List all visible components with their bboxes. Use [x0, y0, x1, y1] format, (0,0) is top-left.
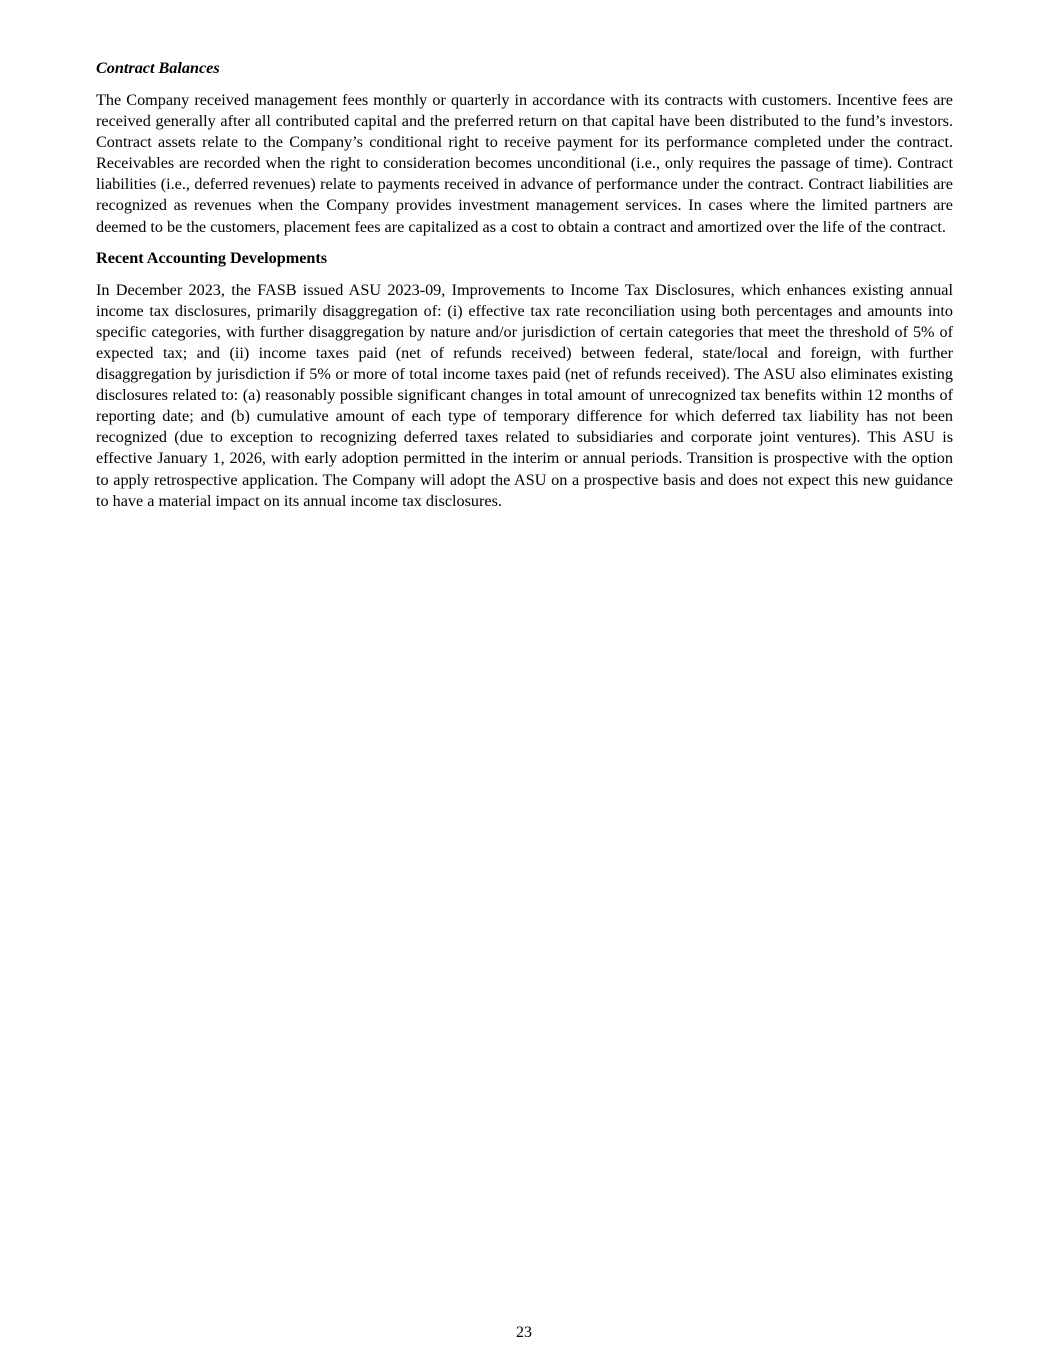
recent-accounting-developments-paragraph: In December 2023, the FASB issued ASU 2023-09, Improvements to Income Tax Disclosures, which enhances existing annual income tax disclosures, primarily disaggregation of: (i) effective tax rate reconciliation using both percentages and amounts into specific categories, with further disaggregation by nature and/or jurisdiction of certain categories that meet the threshold of 5% of expected tax; and (ii) income taxes paid (net of refunds received) between federal, state/local and foreign, with further disaggregation by jurisdiction if 5% or more of total income taxes paid (net of refunds received). The ASU also eliminates existing disclosures related to: (a) reasonably possible significant changes in total amount of unrecognized tax benefits within 12 months of reporting date; and (b) cumulative amount of each type of temporary difference for which deferred tax liability has not been recognized (due to exception to recognizing deferred taxes related to subsidiaries and corporate joint ventures). This ASU is effective January 1, 2026, with early adoption permitted in the interim or annual periods. Transition is prospective with the option to apply retrospective application. The Company will adopt the ASU on a prospective basis and does not expect this new guidance to have a material impact on its annual income tax disclosures.: [96, 280, 953, 510]
contract-balances-paragraph: The Company received management fees monthly or quarterly in accordance with its contracts with customers. Incentive fees are received generally after all contributed capital and the preferred return on that capital have been distributed to the fund’s investors. Contract assets relate to the Company’s conditional right to receive payment for its performance completed under the contract. Receivables are recorded when the right to consideration becomes unconditional (i.e., only requires the passage of time). Contract liabilities (i.e., deferred revenues) relate to payments received in advance of performance under the contract. Contract liabilities are recognized as revenues when the Company provides investment management services. In cases where the limited partners are deemed to be the customers, placement fees are capitalized as a cost to obtain a contract and amortized over the life of the contract.: [96, 91, 953, 236]
page-number: 23: [516, 1324, 532, 1341]
section-heading-contract-balances: Contract Balances: [96, 59, 220, 77]
section-heading-recent-accounting-developments: Recent Accounting Developments: [96, 248, 328, 267]
document-page: [96, 58, 953, 522]
